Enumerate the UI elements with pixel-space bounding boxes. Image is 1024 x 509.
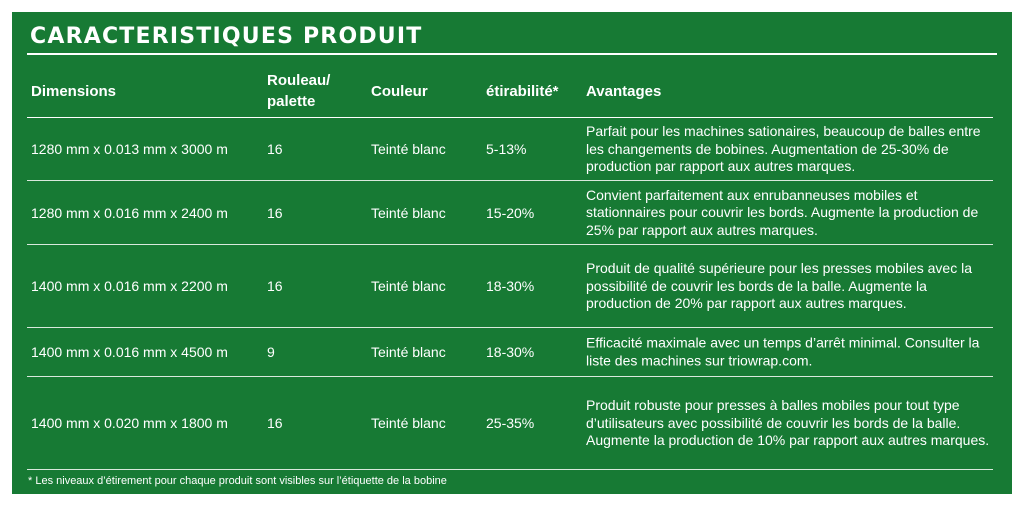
cell-rolls: 16 (267, 415, 283, 431)
cell-stretch: 18-30% (486, 344, 535, 360)
table-row (27, 377, 993, 470)
header-rolls-line1: Rouleau/ (267, 72, 331, 89)
header-dimensions: Dimensions (31, 83, 117, 100)
header-color: Couleur (371, 83, 428, 100)
table-row (27, 118, 993, 181)
cell-color: Teinté blanc (371, 344, 446, 360)
cell-stretch: 18-30% (486, 278, 535, 294)
cell-dimensions: 1400 mm x 0.016 mm x 4500 m (31, 344, 228, 360)
cell-color: Teinté blanc (371, 141, 446, 157)
table-row (27, 181, 993, 245)
cell-dimensions: 1280 mm x 0.013 mm x 3000 m (31, 141, 228, 157)
cell-advantages: Produit de qualité supérieure pour les presses mobiles avec la possibilité de couvrir les bords de la balle. Augmente la production de 20% par rapport aux autres marques. (586, 259, 972, 311)
cell-dimensions: 1400 mm x 0.016 mm x 2200 m (31, 278, 228, 294)
cell-color: Teinté blanc (371, 204, 446, 221)
cell-rolls: 9 (267, 344, 275, 360)
header-stretch: étirabilité* (486, 83, 559, 100)
cell-rolls: 16 (267, 204, 283, 221)
cell-stretch: 5-13% (486, 141, 527, 157)
title-divider (27, 53, 997, 55)
footnote: * Les niveaux d’étirement pour chaque produit sont visibles sur l’étiquette de la bobine (28, 475, 447, 487)
header-advantages: Avantages (586, 83, 662, 100)
cell-color: Teinté blanc (371, 415, 446, 431)
cell-stretch: 25-35% (486, 415, 535, 431)
cell-dimensions: 1280 mm x 0.016 mm x 2400 m (31, 204, 228, 221)
table-row (27, 245, 993, 328)
header-rolls-line2: palette (267, 93, 316, 110)
cell-advantages: Parfait pour les machines sationaires, beaucoup de balles entre les changements de bobines. Augmentation de 25-30% de production par rapport aux autres marques. (586, 122, 981, 174)
cell-advantages: Produit robuste pour presses à balles mobiles pour tout type d’utilisateurs avec possibilité de couvrir les bords de la balle. Augmente la production de 10% par rapport aux autres marques. (586, 396, 990, 448)
cell-stretch: 15-20% (486, 204, 535, 221)
cell-rolls: 16 (267, 278, 283, 294)
panel-title: CARACTERISTIQUES PRODUIT (30, 24, 423, 49)
cell-color: Teinté blanc (371, 278, 446, 294)
product-specs-panel (12, 12, 1012, 494)
cell-advantages: Convient parfaitement aux enrubanneuses mobiles et stationnaires pour couvrir les bords. Augmente la production de 25% par rapport aux autres marques. (586, 186, 979, 238)
cell-dimensions: 1400 mm x 0.020 mm x 1800 m (31, 415, 228, 431)
table-row (27, 328, 993, 377)
cell-rolls: 16 (267, 141, 283, 157)
cell-advantages: Efficacité maximale avec un temps d’arrêt minimal. Consulter la liste des machines sur triowrap.com. (586, 334, 980, 368)
